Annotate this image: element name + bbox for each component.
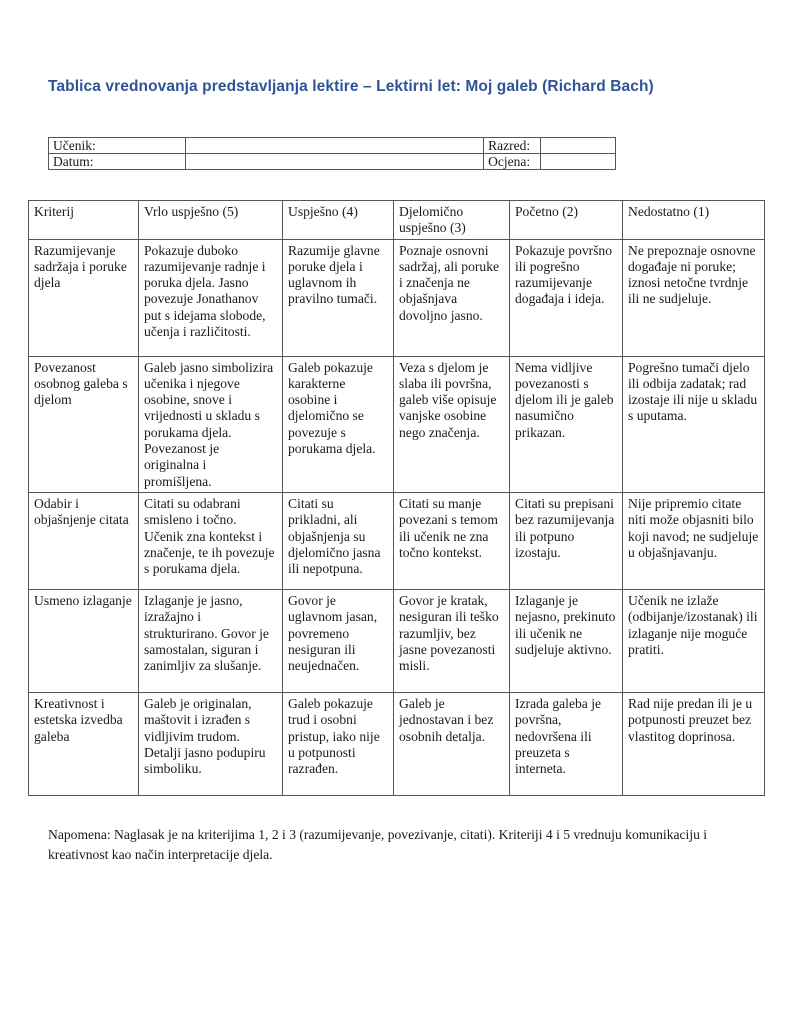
descriptor-cell: Ne prepoznaje osnovne događaje ni poruke; iznosi netočne tvrdnje ili ne sudjeluje.	[623, 239, 765, 356]
rubric-header-row	[29, 201, 765, 240]
descriptor-cell: Govor je uglavnom jasan, povremeno nesiguran ili neujednačen.	[283, 589, 394, 692]
rubric-row	[29, 239, 765, 356]
descriptor-cell: Izlaganje je jasno, izražajno i strukturirano. Govor je samostalan, siguran i zanimljiv za slušanje.	[139, 589, 283, 692]
descriptor-cell: Galeb je jednostavan i bez osobnih detalja.	[394, 692, 510, 795]
column-header: Početno (2)	[510, 201, 623, 240]
descriptor-cell: Galeb pokazuje karakterne osobine i djelomično se povezuje s porukama djela.	[283, 356, 394, 492]
class-label: Razred:	[484, 138, 541, 154]
student-info-table	[48, 137, 616, 170]
descriptor-cell: Nema vidljive povezanosti s djelom ili je galeb nasumično prikazan.	[510, 356, 623, 492]
student-field[interactable]	[185, 138, 483, 154]
criterion-cell: Odabir i objašnjenje citata	[29, 492, 139, 589]
descriptor-cell: Citati su prepisani bez razumijevanja ili potpuno izostaju.	[510, 492, 623, 589]
descriptor-cell: Govor je kratak, nesiguran ili teško razumljiv, bez jasne povezanosti misli.	[394, 589, 510, 692]
descriptor-cell: Pokazuje površno ili pogrešno razumijevanje događaja i ideja.	[510, 239, 623, 356]
date-field[interactable]	[185, 154, 483, 170]
descriptor-cell: Poznaje osnovni sadržaj, ali poruke i značenja ne objašnjava dovoljno jasno.	[394, 239, 510, 356]
column-header: Vrlo uspješno (5)	[139, 201, 283, 240]
document-title: Tablica vrednovanja predstavljanja lektire – Lektirni let: Moj galeb (Richard Bach)	[48, 78, 654, 95]
descriptor-cell: Učenik ne izlaže (odbijanje/izostanak) ili izlaganje nije moguće pratiti.	[623, 589, 765, 692]
column-header: Kriterij	[29, 201, 139, 240]
descriptor-cell: Citati su odabrani smisleno i točno. Učenik zna kontekst i značenje, te ih povezuje s porukama djela.	[139, 492, 283, 589]
criterion-cell: Usmeno izlaganje	[29, 589, 139, 692]
descriptor-cell: Galeb pokazuje trud i osobni pristup, iako nije u potpunosti razrađen.	[283, 692, 394, 795]
criterion-cell: Povezanost osobnog galeba s djelom	[29, 356, 139, 492]
info-row	[49, 154, 616, 170]
descriptor-cell: Nije pripremio citate niti može objasniti bilo koji navod; ne sudjeluje u objašnjavanju.	[623, 492, 765, 589]
descriptor-cell: Razumije glavne poruke djela i uglavnom ih pravilno tumači.	[283, 239, 394, 356]
criterion-cell: Razumijevanje sadržaja i poruke djela	[29, 239, 139, 356]
descriptor-cell: Galeb jasno simbolizira učenika i njegove osobine, snove i vrijednosti u skladu s porukama djela. Povezanost je originalna i promišljena.	[139, 356, 283, 492]
descriptor-cell: Rad nije predan ili je u potpunosti preuzet bez vlastitog doprinosa.	[623, 692, 765, 795]
date-label: Datum:	[49, 154, 186, 170]
rubric-row	[29, 589, 765, 692]
descriptor-cell: Izrada galeba je površna, nedovršena ili preuzeta s interneta.	[510, 692, 623, 795]
descriptor-cell: Citati su prikladni, ali objašnjenja su djelomično jasna ili nepotpuna.	[283, 492, 394, 589]
footnote: Napomena: Naglasak je na kriterijima 1, 2 i 3 (razumijevanje, povezivanje, citati). Kriteriji 4 i 5 vrednuju komunikaciju i kreativnost kao način interpretacije djela.	[48, 827, 708, 862]
descriptor-cell: Citati su manje povezani s temom ili učenik ne zna točno kontekst.	[394, 492, 510, 589]
descriptor-cell: Pogrešno tumači djelo ili odbija zadatak; rad izostaje ili nije u skladu s uputama.	[623, 356, 765, 492]
rubric-row	[29, 492, 765, 589]
rubric-table	[28, 200, 765, 796]
descriptor-cell: Izlaganje je nejasno, prekinuto ili učenik ne sudjeluje aktivno.	[510, 589, 623, 692]
rubric-row	[29, 356, 765, 492]
descriptor-cell: Pokazuje duboko razumijevanje radnje i poruka djela. Jasno povezuje Jonathanov put s idejama slobode, učenja i različitosti.	[139, 239, 283, 356]
column-header: Uspješno (4)	[283, 201, 394, 240]
grade-label: Ocjena:	[484, 154, 541, 170]
criterion-cell: Kreativnost i estetska izvedba galeba	[29, 692, 139, 795]
student-label: Učenik:	[49, 138, 186, 154]
grade-field[interactable]	[541, 154, 616, 170]
rubric-row	[29, 692, 765, 795]
column-header: Nedostatno (1)	[623, 201, 765, 240]
info-row	[49, 138, 616, 154]
descriptor-cell: Veza s djelom je slaba ili površna, galeb više opisuje vanjske osobine nego značenja.	[394, 356, 510, 492]
descriptor-cell: Galeb je originalan, maštovit i izrađen s vidljivim trudom. Detalji jasno podupiru simboliku.	[139, 692, 283, 795]
column-header: Djelomično uspješno (3)	[394, 201, 510, 240]
class-field[interactable]	[541, 138, 616, 154]
